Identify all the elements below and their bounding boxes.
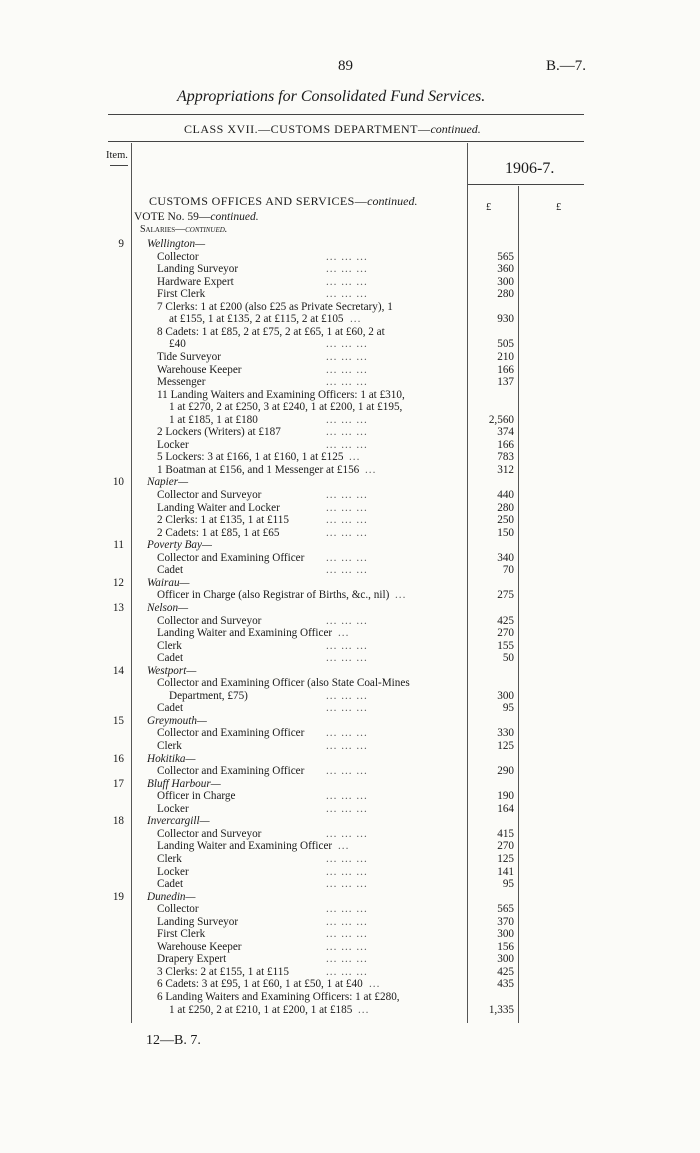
leader-dots: ... ... ...	[326, 727, 368, 739]
leader-dots: ... ... ...	[326, 338, 368, 350]
section-heading-suffix: continued.	[367, 194, 418, 208]
amount-cell: 250	[497, 514, 514, 526]
leader-dots: ... ... ...	[326, 364, 368, 376]
leader-dots: ... ... ...	[326, 376, 368, 388]
leader-dots: ... ... ...	[326, 251, 368, 263]
section-heading	[149, 194, 417, 209]
footer-signature: 12—B. 7.	[146, 1033, 201, 1048]
leader-dots: ... ... ...	[326, 790, 368, 802]
row-description: Messenger	[157, 376, 206, 388]
row-description: Landing Surveyor	[157, 916, 239, 928]
amount-cell: 565	[497, 251, 514, 263]
table-top-rule	[108, 141, 584, 142]
row-description: First Clerk	[157, 928, 206, 940]
section-heading-main: CUSTOMS OFFICES AND SERVICES—	[149, 194, 368, 208]
item-number: 10	[112, 476, 124, 488]
amount-cell: 340	[497, 552, 514, 564]
leader-dots: ... ... ...	[326, 702, 368, 714]
amount-cell: 280	[497, 288, 514, 300]
location-heading: Bluff Harbour—	[147, 778, 221, 790]
item-number: 14	[112, 665, 124, 677]
row-description: 5 Lockers: 3 at £166, 1 at £160, 1 at £125	[157, 451, 344, 463]
location-heading: Wairau—	[147, 577, 190, 589]
item-header-underline	[110, 165, 128, 166]
row-description: 2 Lockers (Writers) at £187	[157, 426, 281, 438]
amount-cell: 270	[497, 627, 514, 639]
amount-cell: 137	[497, 376, 514, 388]
location-heading: Greymouth—	[147, 715, 207, 727]
leader-dots: ... ... ...	[326, 652, 368, 664]
leader-dots: ...	[365, 464, 377, 476]
amount-column-rule-mid	[518, 186, 519, 1023]
item-number: 13	[112, 602, 124, 614]
leader-dots: ... ... ...	[326, 426, 368, 438]
salaries-heading	[140, 224, 227, 235]
amount-cell: 270	[497, 840, 514, 852]
amount-cell: 50	[502, 652, 514, 664]
amount-cell: 125	[497, 740, 514, 752]
location-heading: Poverty Bay—	[147, 539, 212, 551]
amount-cell: 374	[497, 426, 514, 438]
item-number: 18	[112, 815, 124, 827]
amount-cell: 2,560	[488, 414, 514, 426]
leader-dots: ...	[358, 1004, 370, 1016]
leader-dots: ... ... ...	[326, 615, 368, 627]
row-description: Collector	[157, 251, 199, 263]
amount-cell: 150	[497, 527, 514, 539]
row-description: Officer in Charge	[157, 790, 236, 802]
amount-cell: 425	[497, 615, 514, 627]
leader-dots: ...	[395, 589, 407, 601]
item-number: 19	[112, 891, 124, 903]
row-description: 2 Clerks: 1 at £135, 1 at £115	[157, 514, 289, 526]
row-description: Collector and Surveyor	[157, 615, 262, 627]
row-description: Warehouse Keeper	[157, 941, 242, 953]
amount-cell: 312	[497, 464, 514, 476]
location-heading: Dunedin—	[147, 891, 196, 903]
item-number: 16	[112, 753, 124, 765]
location-heading: Invercargill—	[147, 815, 210, 827]
amount-cell: 166	[497, 364, 514, 376]
leader-dots: ... ... ...	[326, 489, 368, 501]
leader-dots: ... ... ...	[326, 916, 368, 928]
row-description: Collector and Examining Officer	[157, 765, 305, 777]
amount-cell: 435	[497, 978, 514, 990]
leader-dots: ... ... ...	[326, 351, 368, 363]
leader-dots: ... ... ...	[326, 941, 368, 953]
row-description: Drapery Expert	[157, 953, 227, 965]
row-description: Collector	[157, 903, 199, 915]
row-description: Landing Waiter and Examining Officer	[157, 627, 333, 639]
item-column-header: Item.	[106, 150, 128, 161]
leader-dots: ...	[350, 313, 362, 325]
leader-dots: ... ... ...	[326, 953, 368, 965]
amount-cell: 290	[497, 765, 514, 777]
row-description: Warehouse Keeper	[157, 364, 242, 376]
row-description: Clerk	[157, 853, 182, 865]
amount-cell: 300	[497, 928, 514, 940]
amount-cell: 425	[497, 966, 514, 978]
amount-cell: 1,335	[488, 1004, 514, 1016]
row-description: 1 at £250, 2 at £210, 1 at £200, 1 at £185	[169, 1004, 353, 1016]
row-description: at £155, 1 at £135, 2 at £115, 2 at £105	[169, 313, 344, 325]
amount-cell: 280	[497, 502, 514, 514]
year-column-header: 1906-7.	[505, 160, 555, 177]
leader-dots: ... ... ...	[326, 552, 368, 564]
amount-cell: 164	[497, 803, 514, 815]
location-heading: Napier—	[147, 476, 189, 488]
pound-sign-1: £	[486, 202, 492, 213]
row-description: Clerk	[157, 740, 182, 752]
leader-dots: ... ... ...	[326, 966, 368, 978]
row-description: Tide Surveyor	[157, 351, 221, 363]
leader-dots: ... ... ...	[326, 439, 368, 451]
page-title: Appropriations for Consolidated Fund Services.	[177, 88, 486, 105]
title-rule	[108, 114, 584, 115]
row-description: Collector and Examining Officer (also State Coal-Mines	[157, 677, 410, 689]
row-description: Hardware Expert	[157, 276, 234, 288]
class-heading-suffix: continued.	[430, 122, 481, 136]
row-description: 1 at £185, 1 at £180	[169, 414, 258, 426]
item-column-rule	[131, 143, 132, 1023]
amount-cell: 166	[497, 439, 514, 451]
item-number: 15	[112, 715, 124, 727]
location-heading: Nelson—	[147, 602, 189, 614]
row-description: 1 at £270, 2 at £250, 3 at £240, 1 at £200, 1 at £195,	[169, 401, 403, 413]
year-header-rule	[467, 184, 584, 185]
leader-dots: ... ... ...	[326, 853, 368, 865]
amount-cell: 565	[497, 903, 514, 915]
row-description: Locker	[157, 866, 189, 878]
amount-cell: 190	[497, 790, 514, 802]
location-heading: Wellington—	[147, 238, 206, 250]
class-heading	[184, 122, 481, 137]
row-description: Cadet	[157, 652, 184, 664]
leader-dots: ... ... ...	[326, 928, 368, 940]
leader-dots: ... ... ...	[326, 502, 368, 514]
leader-dots: ... ... ...	[326, 276, 368, 288]
row-description: Collector and Examining Officer	[157, 552, 305, 564]
amount-cell: 125	[497, 853, 514, 865]
amount-cell: 930	[497, 313, 514, 325]
row-description: Landing Waiter and Examining Officer	[157, 840, 333, 852]
row-description: First Clerk	[157, 288, 206, 300]
amount-cell: 275	[497, 589, 514, 601]
leader-dots: ... ... ...	[326, 527, 368, 539]
row-description: 3 Clerks: 2 at £155, 1 at £115	[157, 966, 289, 978]
amount-cell: 300	[497, 276, 514, 288]
row-description: Cadet	[157, 878, 184, 890]
row-description: Collector and Surveyor	[157, 489, 262, 501]
row-description: Cadet	[157, 702, 184, 714]
amount-cell: 415	[497, 828, 514, 840]
pound-sign-2: £	[556, 202, 562, 213]
row-description: 11 Landing Waiters and Examining Officers: 1 at £310,	[157, 389, 405, 401]
row-description: Collector and Surveyor	[157, 828, 262, 840]
item-number: 17	[112, 778, 124, 790]
vote-heading-suffix: continued.	[210, 211, 259, 223]
row-description: 6 Landing Waiters and Examining Officers: 1 at £280,	[157, 991, 400, 1003]
leader-dots: ... ... ...	[326, 414, 368, 426]
amount-cell: 300	[497, 690, 514, 702]
leader-dots: ... ... ...	[326, 640, 368, 652]
leader-dots: ... ... ...	[326, 828, 368, 840]
amount-cell: 95	[502, 702, 514, 714]
amount-column-rule-left	[467, 143, 468, 1023]
class-heading-main: CLASS XVII.—CUSTOMS DEPARTMENT—	[184, 122, 431, 136]
row-description: 2 Cadets: 1 at £85, 1 at £65	[157, 527, 280, 539]
amount-cell: 95	[502, 878, 514, 890]
amount-cell: 141	[497, 866, 514, 878]
row-description: 7 Clerks: 1 at £200 (also £25 as Private Secretary), 1	[157, 301, 393, 313]
row-description: Department, £75)	[169, 690, 248, 702]
location-heading: Hokitika—	[147, 753, 196, 765]
item-number: 11	[113, 539, 124, 551]
row-description: Locker	[157, 439, 189, 451]
row-description: Cadet	[157, 564, 184, 576]
document-code: B.—7.	[546, 58, 587, 74]
leader-dots: ... ... ...	[326, 765, 368, 777]
amount-cell: 155	[497, 640, 514, 652]
row-description: Locker	[157, 803, 189, 815]
amount-cell: 440	[497, 489, 514, 501]
vote-heading-main: VOTE No. 59—	[134, 211, 211, 223]
amount-cell: 210	[497, 351, 514, 363]
leader-dots: ... ... ...	[326, 514, 368, 526]
leader-dots: ...	[349, 451, 361, 463]
row-description: Landing Waiter and Locker	[157, 502, 280, 514]
row-description: £40	[169, 338, 186, 350]
amount-cell: 505	[497, 338, 514, 350]
leader-dots: ... ... ...	[326, 288, 368, 300]
leader-dots: ... ... ...	[326, 903, 368, 915]
row-description: 1 Boatman at £156, and 1 Messenger at £156	[157, 464, 360, 476]
leader-dots: ... ... ...	[326, 803, 368, 815]
row-description: Officer in Charge (also Registrar of Births, &c., nil)	[157, 589, 390, 601]
leader-dots: ... ... ...	[326, 564, 368, 576]
row-description: Clerk	[157, 640, 182, 652]
amount-cell: 300	[497, 953, 514, 965]
row-description: Landing Surveyor	[157, 263, 239, 275]
amount-cell: 70	[502, 564, 514, 576]
salaries-heading-main: Salaries—	[140, 224, 186, 235]
amount-cell: 783	[497, 451, 514, 463]
leader-dots: ...	[369, 978, 381, 990]
amount-cell: 360	[497, 263, 514, 275]
location-heading: Westport—	[147, 665, 197, 677]
leader-dots: ... ... ...	[326, 866, 368, 878]
leader-dots: ...	[338, 627, 350, 639]
amount-cell: 370	[497, 916, 514, 928]
leader-dots: ... ... ...	[326, 690, 368, 702]
row-description: 8 Cadets: 1 at £85, 2 at £75, 2 at £65, 1 at £60, 2 at	[157, 326, 385, 338]
amount-cell: 330	[497, 727, 514, 739]
item-number: 9	[118, 238, 124, 250]
leader-dots: ... ... ...	[326, 878, 368, 890]
salaries-heading-suffix: continued.	[185, 224, 228, 235]
amount-cell: 156	[497, 941, 514, 953]
row-description: 6 Cadets: 3 at £95, 1 at £60, 1 at £50, 1 at £40	[157, 978, 363, 990]
vote-heading	[134, 211, 259, 223]
row-description: Collector and Examining Officer	[157, 727, 305, 739]
leader-dots: ... ... ...	[326, 740, 368, 752]
leader-dots: ...	[338, 840, 350, 852]
item-number: 12	[112, 577, 124, 589]
page-number: 89	[338, 58, 353, 74]
leader-dots: ... ... ...	[326, 263, 368, 275]
